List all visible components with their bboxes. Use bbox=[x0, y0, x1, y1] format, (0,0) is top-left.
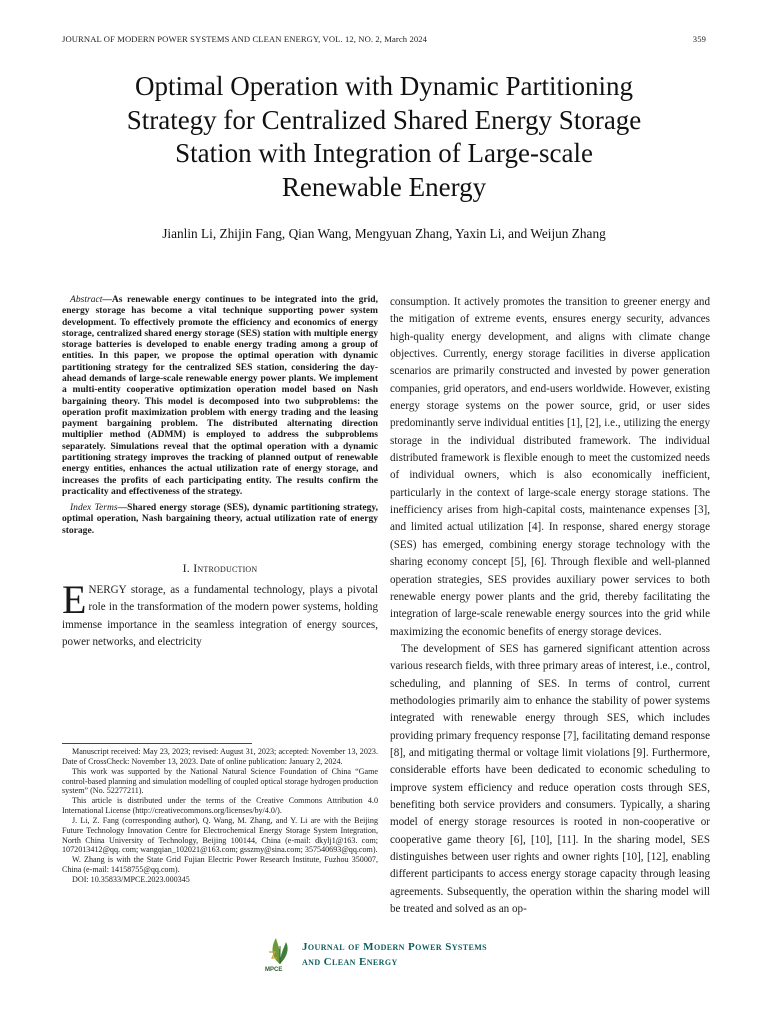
abstract-text: —As renewable energy continues to be integrated into the grid, energy storage has become a vital technique supporting power system development. To effectively promote the efficiency and economics of energy storage, centralized shared energy storage (SES) station with multiple energy storage batteries is developed to enable energy trading among a group of entities. In this paper, we propose the optimal operation with dynamic partitioning strategy for the centralized SES station, considering the day-ahead demands of large-scale renewable energy power plants. We implement a multi-entity cooperative optimization operation model based on Nash bargaining theory. This model is decomposed into two subproblems: the operation profit maximization problem with energy trading and the leasing payment bargaining problem. The distributed alternating direction multiplier method (ADMM) is employed to address the subproblems separately. Simulations reveal that the optimal operation with a dynamic partitioning strategy improves the tracking of planned output of renewable energy entities, enhances the actual utilization rate of energy storage, and increases the profits of each participating entity. The results confirm the practicality and effectiveness of the strategy. bbox=[62, 294, 378, 497]
drop-cap: E bbox=[62, 576, 87, 622]
footnotes bbox=[62, 743, 378, 885]
left-column bbox=[62, 294, 378, 651]
body-paragraph: The development of SES has garnered significant attention across various research fields, with three primary areas of interest, i.e., control, scheduling, and planning of SES. In terms of control, current methodologies primarily aim to enhance the stability of power systems integrated with renewable energy through SES, which includes providing primary frequency response [7], facilitating demand response [8], and mitigating thermal or voltage limit violations [9]. Furthermore, considerable efforts have been dedicated to economic scheduling to improve system efficiency and reduce operation costs through SES, benefiting both service providers and consumers. Typically, a sharing model of energy storage resources is rooted in non-cooperative or cooperative game theory [6], [10], [11]. In the sharing model, SES distinguishes between user rights and owner rights [10], [12], enabling different participants to access energy storage capacity through leasing agreements. Subsequently, the operation within the sharing model will be treated and solved as an op- bbox=[390, 642, 710, 916]
footnote-rule bbox=[62, 743, 252, 744]
journal-header: JOURNAL OF MODERN POWER SYSTEMS AND CLEAN ENERGY, VOL. 12, NO. 2, March 2024 bbox=[62, 34, 428, 44]
abstract-label: Abstract bbox=[70, 294, 103, 305]
index-terms bbox=[62, 502, 378, 536]
section-title: Introduction bbox=[193, 560, 258, 575]
index-terms-label: Index Terms bbox=[70, 502, 118, 514]
paper-title bbox=[60, 70, 708, 204]
running-header bbox=[62, 34, 706, 48]
intro-text: NERGY storage, as a fundamental technology, plays a pivotal role in the transformation of the modern power systems, holding immense importance in the seamless integration of energy sources, power networks, and electricity bbox=[62, 583, 378, 648]
logo-text-line-2: and Clean Energy bbox=[302, 956, 398, 968]
leaf-emblem-icon bbox=[262, 934, 298, 968]
index-terms-text: —Shared energy storage (SES), dynamic partitioning strategy, optimal operation, Nash bargaining theory, actual utilization rate of energy storage. bbox=[62, 502, 378, 536]
footnote: Manuscript received: May 23, 2023; revised: August 31, 2023; accepted: November 13, 2023. Date of CrossCheck: November 13, 2023. Date of online publication: January 2, 2024. bbox=[62, 747, 378, 766]
abstract bbox=[62, 294, 378, 497]
section-number: I. bbox=[182, 560, 191, 575]
title-line: Station with Integration of Large-scale bbox=[175, 138, 593, 168]
footnote-doi: DOI: 10.35833/MPCE.2023.000345 bbox=[72, 874, 190, 884]
footnote: W. Zhang is with the State Grid Fujian Electric Power Research Institute, Fuzhou 350007, China (e-mail: 14158755@qq.com). bbox=[62, 855, 378, 875]
logo-abbreviation: MPCE bbox=[265, 967, 283, 973]
footnote: This work was supported by the National Natural Science Foundation of China “Game control-based planning and simulation modelling of coupled optical storage hydrogen production system” (No. 52277211). bbox=[62, 766, 378, 796]
section-heading bbox=[62, 561, 378, 576]
journal-logo bbox=[262, 934, 512, 976]
page-number: 359 bbox=[692, 34, 706, 44]
footnote: J. Li, Z. Fang (corresponding author), Q. Wang, M. Zhang, and Y. Li are with the Beijing Future Technology Innovation Centre for Electrochemical Energy Storage System Integration, North China University of Technology, Beijing 100144, China (e-mail: dkylj1@163. com; 1072013412@qq. com; wangqian_102021@163.com; gsszmy@sina.com; 357540693@qq.com). bbox=[62, 815, 378, 855]
body-paragraph: consumption. It actively promotes the transition to greener energy and the mitigation of extreme events, ensures energy security, advances high-quality energy development, and aligns with climate change objectives. Currently, energy storage facilities in diverse application scenarios are primarily constructed and invested by power generation companies, grid operators, and end-users worldwide. However, existing energy storage systems on the power source, grid, or user sides predominantly serve individual entities [1], [2], i.e., utilizing the energy storage in the individual distributed framework. The individual distributed framework is flexible enough to meet the customized needs of individual owners, which is also economically inefficient, particularly in the context of large-scale energy storage stations. The inefficiency arises from high-capital costs, maintenance expenses [3], and limited actual utilization [4]. In response, shared energy storage (SES) has emerged, combining energy storage technology with the sharing economy concept [5], [6]. Through flexible and well-planned operation strategies, SES provides auxiliary power services to both renewable energy power plants and the grid, thereby facilitating the integration of large-scale renewable energy sources into the grid while maximizing the economic benefits of energy storage devices. bbox=[390, 296, 710, 638]
footnote: This article is distributed under the terms of the Creative Commons Attribution 4.0 International License (http://creativecommons.org/licenses/by/4.0/). bbox=[62, 796, 378, 816]
title-line: Renewable Energy bbox=[281, 171, 487, 202]
right-column bbox=[390, 294, 710, 918]
author-list: Jianlin Li, Zhijin Fang, Qian Wang, Mengyuan Zhang, Yaxin Li, and Weijun Zhang bbox=[162, 226, 606, 241]
intro-paragraph bbox=[62, 576, 378, 651]
title-line: Optimal Operation with Dynamic Partitioning bbox=[135, 71, 633, 101]
title-line: Strategy for Centralized Shared Energy Storage bbox=[126, 104, 642, 135]
logo-text-line-1: Journal of Modern Power Systems bbox=[302, 941, 488, 953]
